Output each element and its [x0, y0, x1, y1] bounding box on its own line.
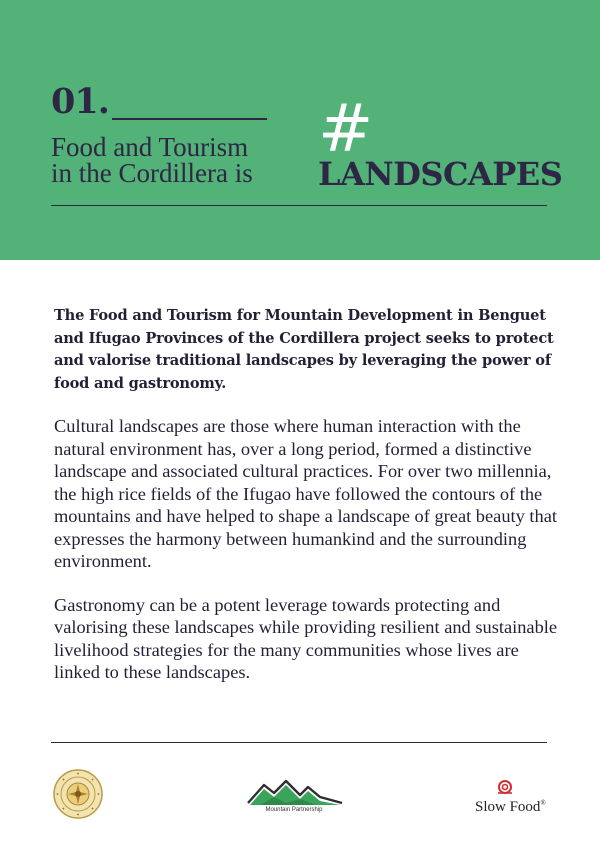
- header-title: [51, 134, 291, 186]
- header-divider: [51, 205, 547, 206]
- body-paragraph-2: Gastronomy can be a potent leverage towards protecting and valorising these landscapes while providing resilient and sustainable livelihood strategies for the many communities whose lives are linked to these landscapes.: [54, 594, 558, 682]
- registered-mark: ®: [540, 799, 546, 807]
- lead-paragraph: The Food and Tourism for Mountain Development in Benguet and Ifugao Provinces of the Cordillera project seeks to protect and valorise traditional landscapes by leveraging the power of food and gastronomy.: [54, 307, 554, 392]
- header-band: [0, 0, 600, 260]
- body-copy: [54, 305, 559, 705]
- header-title-line-1: Food and Tourism: [51, 132, 249, 162]
- slow-food-name: Slow Food: [475, 799, 541, 815]
- slow-food-label: [475, 795, 546, 816]
- header-title-line-2: in the Cordillera is: [51, 158, 253, 188]
- section-number: 01.: [51, 81, 109, 122]
- header-keyword: LANDSCAPES: [318, 155, 563, 193]
- mountain-partnership-label: Mountain Partnership: [265, 807, 323, 813]
- body-paragraph-1: Cultural landscapes are those where human interaction with the natural environment has, over a long period, formed a distinctive landscape and associated cultural practices. For over two millennia, the high rice fields of the Ifugao have followed the contours of the mountains and have helped to shape a landscape of great beauty that expresses the harmony between humankind and the surrounding environment.: [54, 416, 558, 571]
- seal-icon: [53, 769, 103, 819]
- footer-divider: [51, 742, 547, 743]
- section-number-underline: [112, 118, 267, 120]
- snail-icon: [497, 780, 513, 794]
- hashtag-icon: #: [318, 90, 374, 167]
